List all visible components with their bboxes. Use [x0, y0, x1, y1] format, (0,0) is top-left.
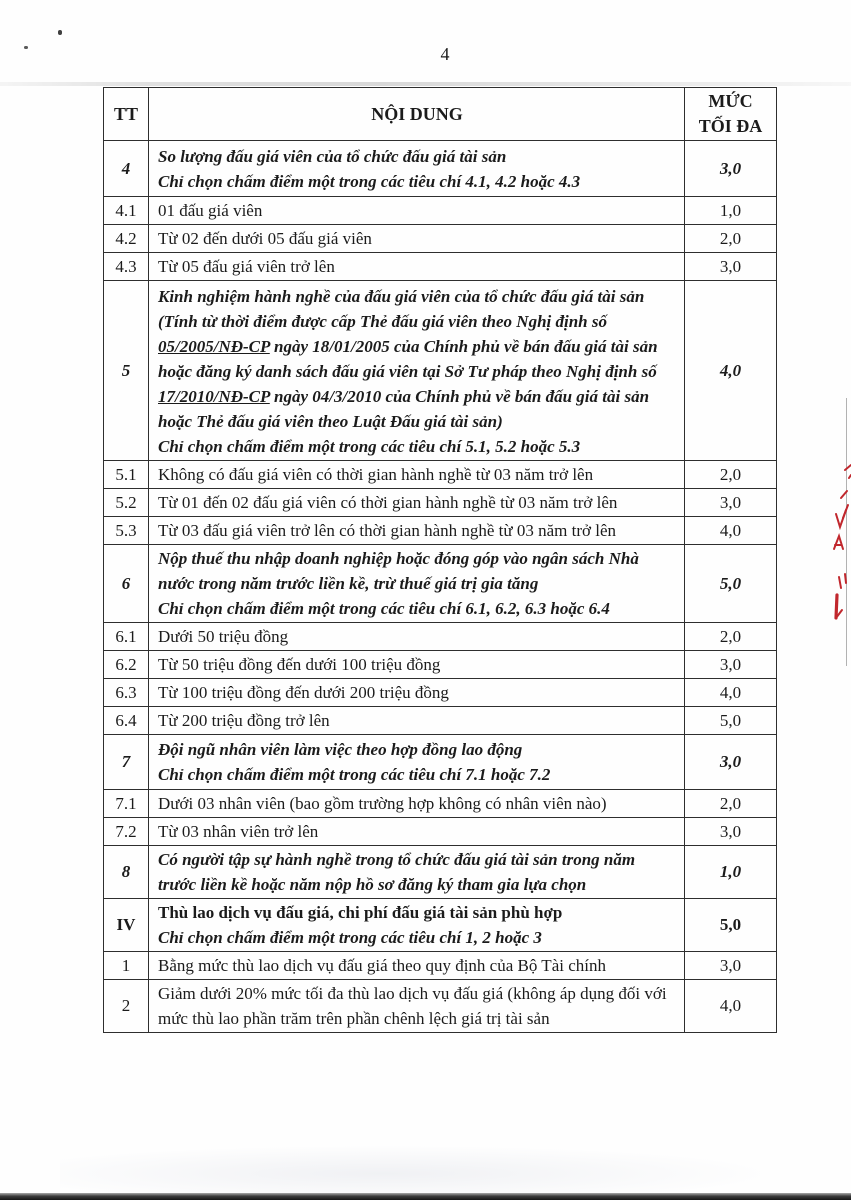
row-content: [149, 489, 685, 517]
header-score-line1: MỨC: [708, 91, 753, 111]
row-tt: 6.4: [104, 707, 149, 735]
row-tt: 6.2: [104, 651, 149, 679]
handwritten-red-marks-icon: [825, 455, 851, 630]
row-content: [149, 651, 685, 679]
row-tt: 5.3: [104, 517, 149, 545]
row-score: 3,0: [685, 735, 777, 790]
table-row: [104, 818, 777, 846]
row-content: [149, 281, 685, 461]
row-tt: 4.2: [104, 225, 149, 253]
criterion-title: Nộp thuế thu nhập doanh nghiệp hoặc đóng góp vào ngân sách Nhà nước trong năm trước liền kề, trừ thuế giá trị gia tăng: [158, 549, 639, 593]
criterion-text: Từ 01 đến 02 đấu giá viên có thời gian hành nghề từ 03 năm trở lên: [158, 493, 618, 512]
criterion-note: Chỉ chọn chấm điểm một trong các tiêu chí 5.1, 5.2 hoặc 5.3: [158, 437, 581, 456]
criterion-text: Giảm dưới 20% mức tối đa thù lao dịch vụ đấu giá (không áp dụng đối với mức thù lao phần trăm trên phần chênh lệch giá trị tài sản: [158, 984, 667, 1028]
row-content: [149, 846, 685, 899]
row-score: 2,0: [685, 461, 777, 489]
scan-artifact-bottom-edge: [0, 1193, 851, 1200]
criterion-title: So lượng đấu giá viên của tổ chức đấu giá tài sản: [158, 146, 507, 166]
row-tt: 8: [104, 846, 149, 899]
row-tt: 1: [104, 952, 149, 980]
decree-reference: 17/2010/NĐ-CP: [158, 387, 270, 406]
criterion-text: Từ 200 triệu đồng trở lên: [158, 711, 330, 730]
table-row: [104, 790, 777, 818]
table-row: [104, 489, 777, 517]
row-score: 2,0: [685, 623, 777, 651]
row-tt: 5.1: [104, 461, 149, 489]
row-tt: 5: [104, 281, 149, 461]
row-score: 4,0: [685, 980, 777, 1033]
row-score: 4,0: [685, 679, 777, 707]
criterion-text-segment: Kinh nghiệm hành nghề của đấu giá viên của tổ chức đấu giá tài sản (Tính từ thời điểm được cấp Thẻ đấu giá viên theo Nghị định số: [158, 287, 645, 331]
table-header-row: [104, 88, 777, 141]
criterion-text: Dưới 50 triệu đồng: [158, 627, 289, 646]
row-score: 3,0: [685, 952, 777, 980]
criterion-note: Chỉ chọn chấm điểm một trong các tiêu chí 4.1, 4.2 hoặc 4.3: [158, 171, 581, 191]
row-tt: 4.3: [104, 253, 149, 281]
row-tt: IV: [104, 899, 149, 952]
scan-artifact-dot: [58, 30, 62, 35]
table-row: [104, 545, 777, 623]
row-score: 5,0: [685, 899, 777, 952]
row-tt: 5.2: [104, 489, 149, 517]
criterion-text: Từ 03 đấu giá viên trở lên có thời gian hành nghề từ 03 năm trở lên: [158, 521, 617, 540]
row-score: 3,0: [685, 651, 777, 679]
row-tt: 6.3: [104, 679, 149, 707]
row-score: 1,0: [685, 846, 777, 899]
table-row: [104, 253, 777, 281]
criterion-note: Chỉ chọn chấm điểm một trong các tiêu chí 1, 2 hoặc 3: [158, 928, 542, 947]
table-row: [104, 651, 777, 679]
criterion-text-segment: ngày 18/01/2005 của Chính phủ về bán đấu giá tài sản hoặc đăng ký danh sách đấu giá viên tại Sở Tư pháp theo Nghị định số: [158, 337, 658, 381]
row-tt: 7.2: [104, 818, 149, 846]
criterion-text: Từ 50 triệu đồng đến dưới 100 triệu đồng: [158, 655, 441, 674]
scan-artifact-shadow: [60, 1145, 780, 1193]
criterion-title: Có người tập sự hành nghề trong tổ chức đấu giá tài sản trong năm trước liền kề hoặc năm nộp hồ sơ đăng ký tham gia lựa chọn: [158, 850, 636, 894]
table-row: [104, 899, 777, 952]
page-number: 4: [440, 44, 450, 64]
row-content: [149, 253, 685, 281]
row-score: 2,0: [685, 790, 777, 818]
row-tt: 6: [104, 545, 149, 623]
row-content: [149, 818, 685, 846]
row-score: 1,0: [685, 197, 777, 225]
criterion-title: Đội ngũ nhân viên làm việc theo hợp đồng lao động: [158, 740, 523, 759]
criterion-text: Từ 100 triệu đồng đến dưới 200 triệu đồng: [158, 683, 449, 702]
table-row: [104, 952, 777, 980]
table-row: [104, 846, 777, 899]
row-content: [149, 679, 685, 707]
row-content: [149, 707, 685, 735]
table-row: [104, 679, 777, 707]
decree-reference: 05/2005/NĐ-CP: [158, 337, 270, 356]
criterion-title: [158, 284, 676, 434]
table-row: [104, 517, 777, 545]
row-content: [149, 980, 685, 1033]
row-content: [149, 197, 685, 225]
table-row: [104, 623, 777, 651]
criterion-note: Chỉ chọn chấm điểm một trong các tiêu chí 6.1, 6.2, 6.3 hoặc 6.4: [158, 599, 610, 618]
header-score-line2: TỐI ĐA: [698, 116, 763, 136]
row-tt: 4.1: [104, 197, 149, 225]
row-score: 4,0: [685, 281, 777, 461]
scan-artifact-dot: [24, 46, 28, 49]
table-row: [104, 980, 777, 1033]
criterion-text: Từ 05 đấu giá viên trở lên: [158, 257, 335, 276]
row-content: [149, 952, 685, 980]
table-row: [104, 225, 777, 253]
table-row: [104, 281, 777, 461]
criterion-text: Không có đấu giá viên có thời gian hành nghề từ 03 năm trở lên: [158, 465, 594, 484]
row-tt: 4: [104, 141, 149, 197]
criterion-text-segment: ngày 04/3/2010 của Chính phủ về bán đấu giá tài sản hoặc Thẻ đấu giá viên theo Luật Đấu giá tài sản): [158, 387, 650, 431]
row-content: [149, 790, 685, 818]
row-tt: 7: [104, 735, 149, 790]
table-row: [104, 735, 777, 790]
row-score: 4,0: [685, 517, 777, 545]
table-row: [104, 461, 777, 489]
table-row: [104, 141, 777, 197]
table-row: [104, 707, 777, 735]
row-tt: 6.1: [104, 623, 149, 651]
header-tt: TT: [104, 88, 149, 141]
row-score: 5,0: [685, 707, 777, 735]
criteria-score-table: [103, 87, 777, 1033]
row-content: [149, 899, 685, 952]
row-content: [149, 461, 685, 489]
criterion-text: Từ 03 nhân viên trở lên: [158, 822, 319, 841]
table-row: [104, 197, 777, 225]
row-content: [149, 141, 685, 197]
header-score: [685, 88, 777, 141]
row-content: [149, 735, 685, 790]
criterion-text: 01 đấu giá viên: [158, 201, 263, 220]
criterion-text: Từ 02 đến dưới 05 đấu giá viên: [158, 229, 372, 248]
row-score: 3,0: [685, 818, 777, 846]
row-score: 5,0: [685, 545, 777, 623]
criterion-note: Chỉ chọn chấm điểm một trong các tiêu chí 7.1 hoặc 7.2: [158, 765, 551, 784]
row-tt: 7.1: [104, 790, 149, 818]
row-score: 3,0: [685, 489, 777, 517]
row-score: 3,0: [685, 141, 777, 197]
header-content: NỘI DUNG: [149, 88, 685, 141]
criterion-text: Bằng mức thù lao dịch vụ đấu giá theo quy định của Bộ Tài chính: [158, 956, 606, 975]
row-content: [149, 225, 685, 253]
row-tt: 2: [104, 980, 149, 1033]
scan-artifact-streak: [0, 82, 851, 86]
row-score: 2,0: [685, 225, 777, 253]
row-content: [149, 623, 685, 651]
row-content: [149, 545, 685, 623]
row-content: [149, 517, 685, 545]
criterion-text: Dưới 03 nhân viên (bao gồm trường hợp không có nhân viên nào): [158, 794, 607, 813]
row-score: 3,0: [685, 253, 777, 281]
criterion-title: Thù lao dịch vụ đấu giá, chi phí đấu giá tài sản phù hợp: [158, 903, 563, 922]
